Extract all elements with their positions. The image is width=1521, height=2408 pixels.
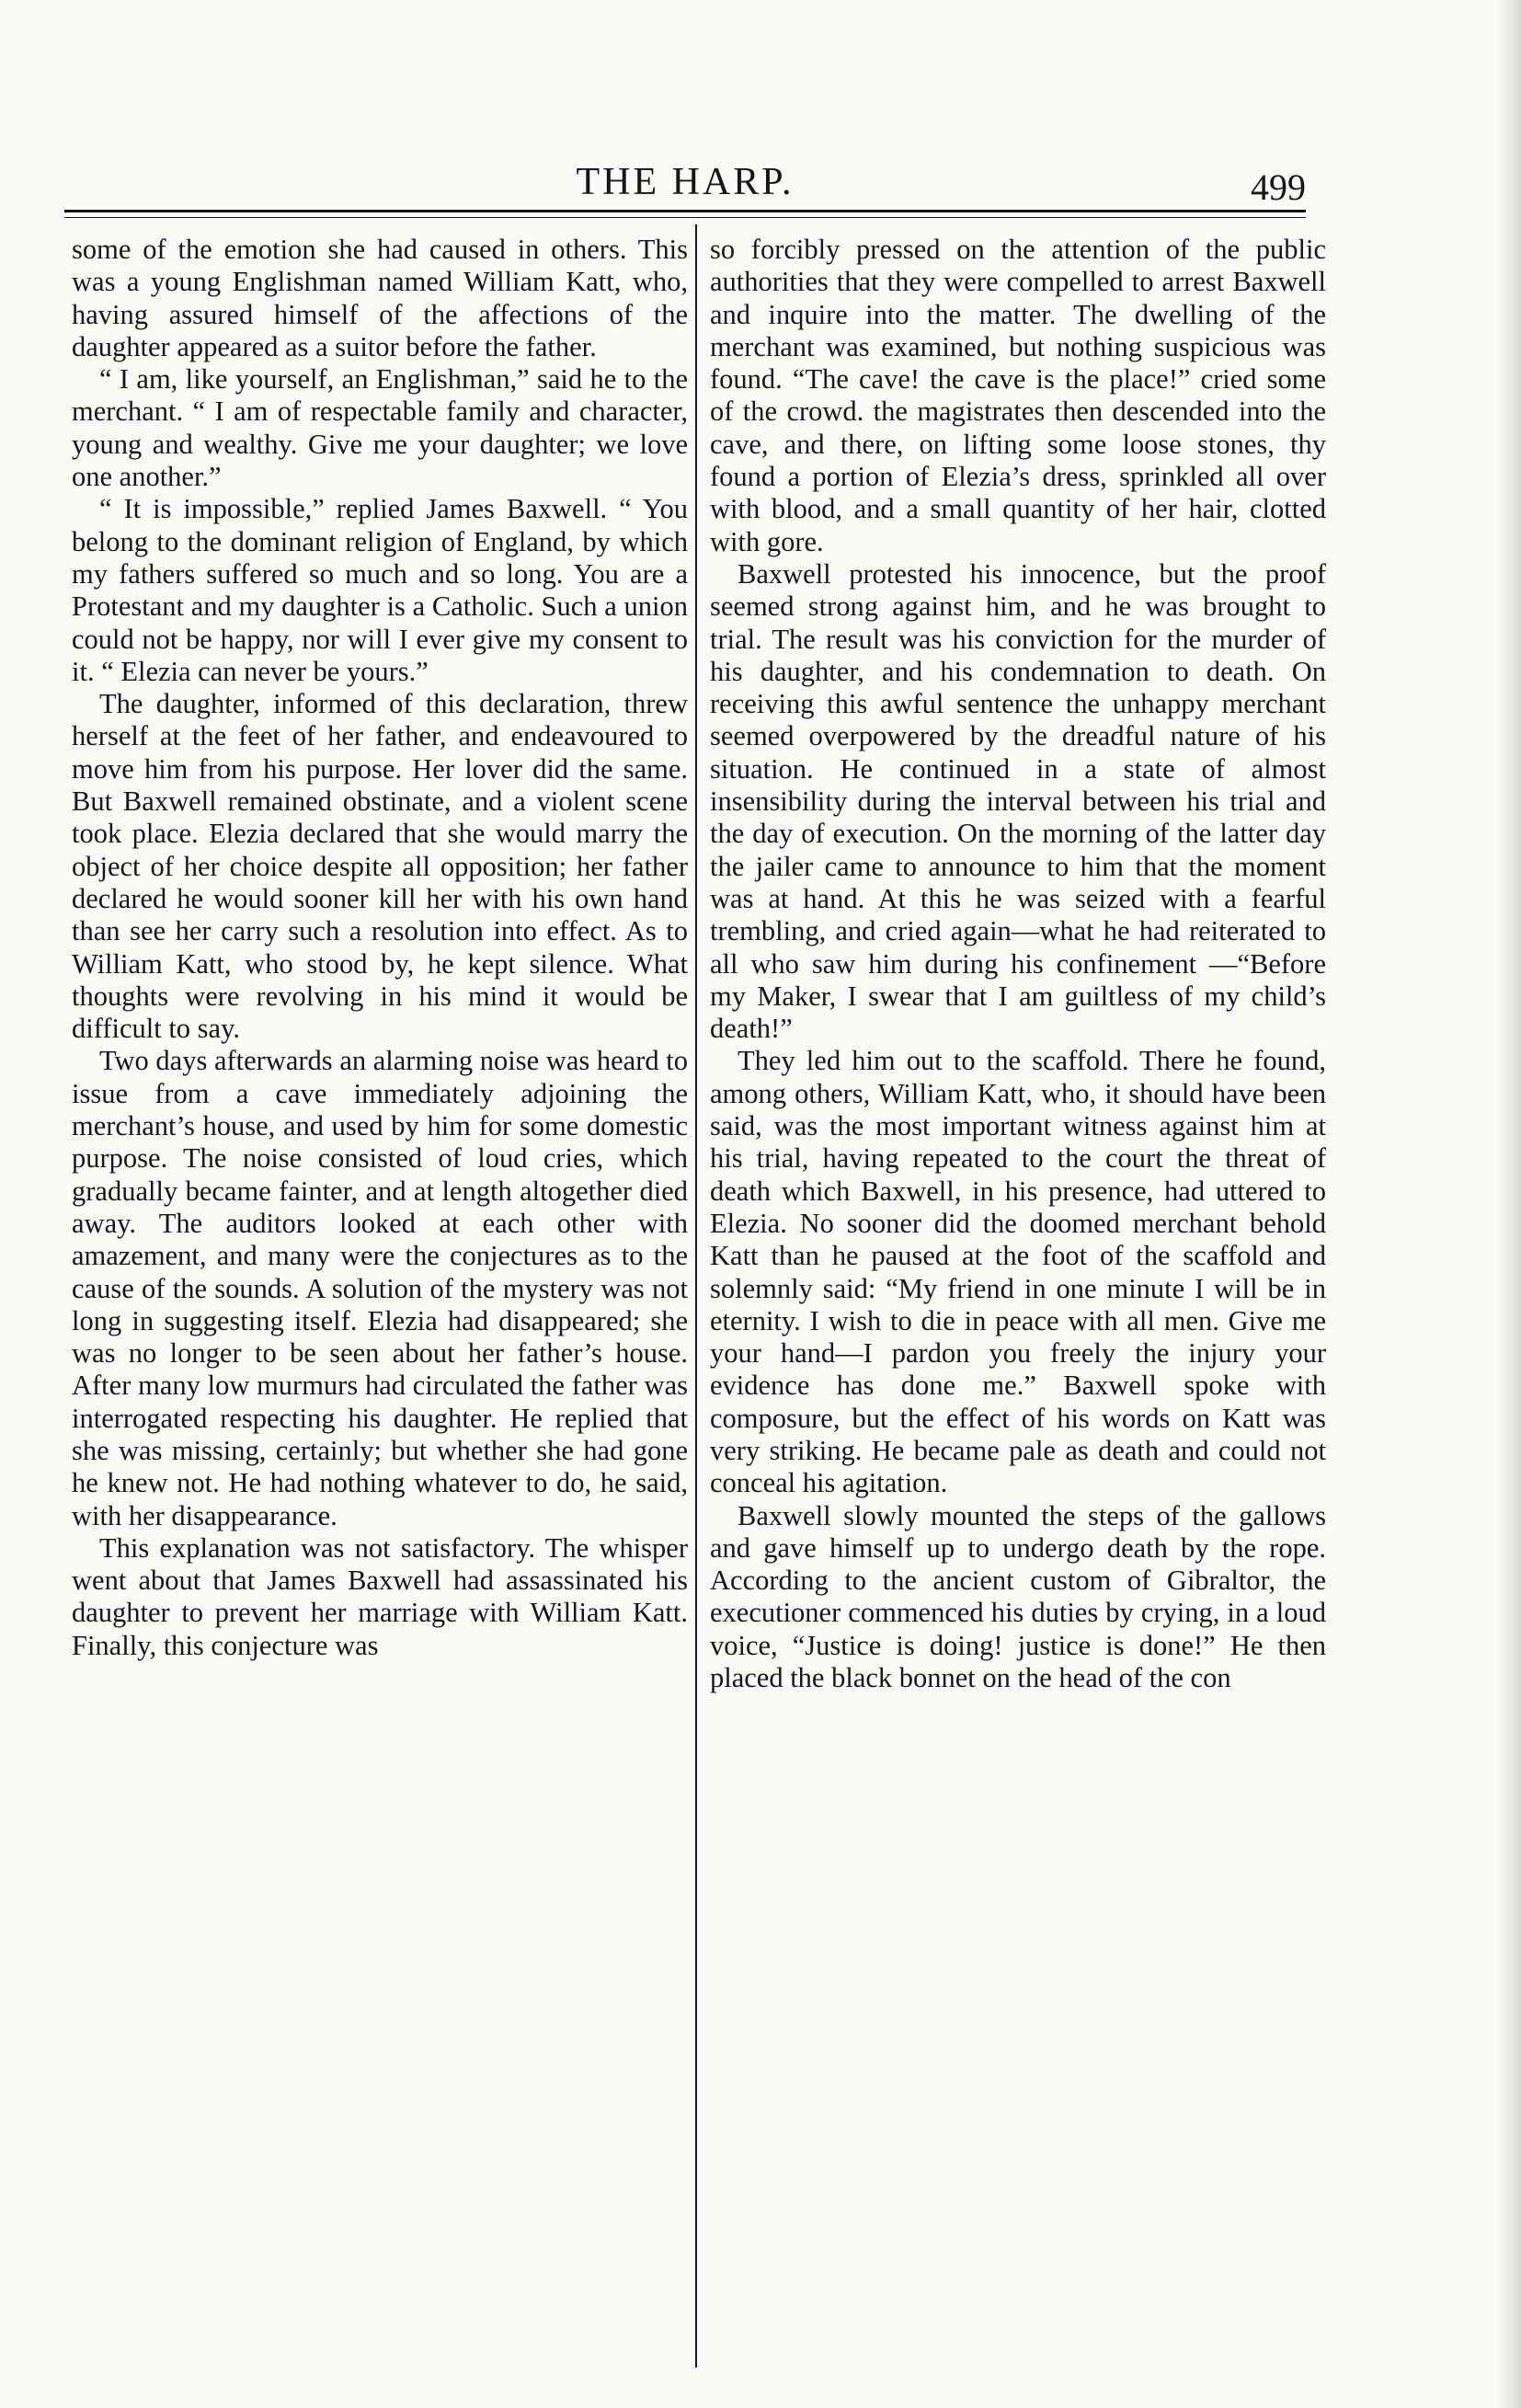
paragraph: Two days afterwards an alarming noise was heard to issue from a cave immediately adjoining the merchant’s house, and used by him for some domestic purpose. The noise consisted of loud cries, which gradually became fainter, and at length altogether died away. The auditors looked at each other with amazement, and many were the conjectures as to the cause of the sounds. A solution of the mystery was not long in suggesting itself. Elezia had disappeared; she was no longer to be seen about her father’s house. After many low murmurs had circulated the father was interrogated respecting his daughter. He replied that she was missing, certainly; but whether she had gone he knew not. He had nothing whatever to do, he said, with her disappearance.: [72, 1045, 688, 1531]
paragraph: “ I am, like yourself, an Englishman,” said he to the merchant. “ I am of respectable family and character, young and wealthy. Give me your daughter; we love one another.”: [72, 363, 688, 493]
column-divider: [695, 224, 697, 2368]
paragraph: Baxwell protested his innocence, but the proof seemed strong against him, and he was brought to trial. The result was his conviction for the murder of his daughter, and his condemnation to death. On receiving this awful sentence the unhappy merchant seemed overpowered by the dreadful nature of his situation. He continued in a state of almost insensibility during the interval between his trial and the day of execution. On the morning of the latter day the jailer came to announce to him that the moment was at hand. At this he was seized with a fearful trembling, and cried again—what he had reiterated to all who saw him during his confinement —“Before my Maker, I swear that I am guiltless of my child’s death!”: [710, 557, 1326, 1045]
paragraph: They led him out to the scaffold. There he found, among others, William Katt, who, it should have been said, was the most important witness against him at his trial, having repeated to the court the threat of death which Baxwell, in his presence, had uttered to Elezia. No sooner did the doomed merchant behold Katt than he paused at the foot of the scaffold and solemnly said: “My friend in one minute I will be in eternity. I wish to die in peace with all men. Give me your hand—I pardon you freely the injury your evidence has done me.” Baxwell spoke with composure, but the effect of his words on Katt was very striking. He became pale as death and could not conceal his agitation.: [710, 1045, 1326, 1499]
page-edge-shadow: [1495, 0, 1521, 2408]
right-column: [710, 234, 1326, 2368]
running-title: THE HARP.: [576, 161, 795, 203]
paragraph: so forcibly pressed on the attention of the public authorities that they were compelled to arrest Baxwell and inquire into the matter. The dwelling of the merchant was examined, but nothing suspicious was found. “The cave! the cave is the place!” cried some of the crowd. the magistrates then descended into the cave, and there, on lifting some loose stones, thy found a portion of Elezia’s dress, sprinkled all over with blood, and a small quantity of her hair, clotted with gore.: [710, 234, 1326, 557]
left-column: [72, 234, 688, 2368]
page-number: 499: [1251, 166, 1306, 208]
paragraph: The daughter, informed of this declaration, threw herself at the feet of her father, and endeavoured to move him from his purpose. Her lover did the same. But Baxwell remained obstinate, and a violent scene took place. Elezia declared that she would marry the object of her choice despite all opposition; her father declared he would sooner kill her with his own hand than see her carry such a resolution into effect. As to William Katt, who stood by, he kept silence. What thoughts were revolving in his mind it would be difficult to say.: [72, 688, 688, 1045]
header-rule-thin: [64, 217, 1306, 218]
page-header: [64, 158, 1306, 206]
paragraph: “ It is impossible,” replied James Baxwell. “ You belong to the dominant religion of England, by which my fathers suffered so much and so long. You are a Protestant and my daughter is a Catholic. Such a union could not be happy, nor will I ever give my consent to it. “ Elezia can never be yours.”: [72, 493, 688, 687]
paragraph: some of the emotion she had caused in others. This was a young Englishman named William Katt, who, having assured himself of the affections of the daughter appeared as a suitor before the father.: [72, 234, 688, 362]
paragraph: This explanation was not satisfactory. The whisper went about that James Baxwell had assassinated his daughter to prevent her marriage with William Katt. Finally, this conjecture was: [72, 1531, 688, 1661]
header-rule-thick: [64, 210, 1306, 212]
paragraph: Baxwell slowly mounted the steps of the gallows and gave himself up to undergo death by the rope. According to the ancient custom of Gibraltor, the executioner commenced his duties by crying, in a loud voice, “Justice is doing! justice is done!” He then placed the black bonnet on the head of the con: [710, 1499, 1326, 1694]
